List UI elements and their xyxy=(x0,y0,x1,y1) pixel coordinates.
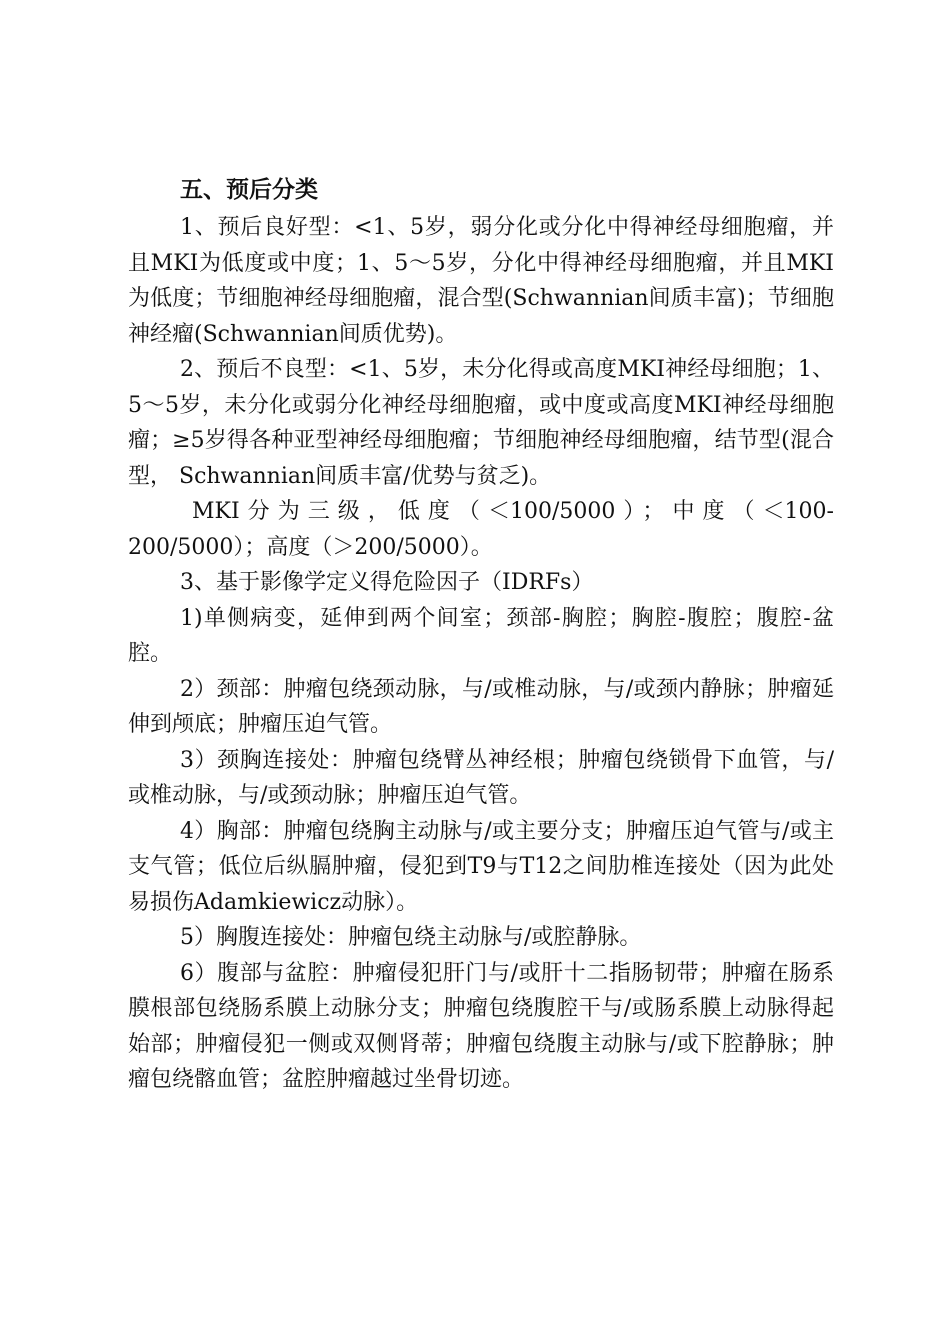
paragraph-mki-grades: MKI分为三级，低度（＜100/5000）；中度（＜100-200/5000）；高度（＞200/5000）。 xyxy=(128,499,834,560)
section-heading: 五、预后分类 xyxy=(180,177,318,203)
list-item-idrf-2: 2）颈部：肿瘤包绕颈动脉，与/或椎动脉，与/或颈内静脉；肿瘤延伸到颅底；肿瘤压迫气管。 xyxy=(128,676,834,737)
paragraph-idrfs-title: 3、基于影像学定义得危险因子（IDRFs） xyxy=(180,570,594,595)
list-item-idrf-1: 1)单侧病变，延伸到两个间室；颈部-胸腔；胸腔-腹腔；腹腔-盆腔。 xyxy=(128,605,834,666)
document-page xyxy=(128,170,834,1098)
list-item-idrf-3: 3）颈胸连接处：肿瘤包绕臂丛神经根；肿瘤包绕锁骨下血管，与/或椎动脉，与/或颈动脉；肿瘤压迫气管。 xyxy=(128,747,834,808)
paragraph-good-prognosis: 1、预后良好型：<1、5岁，弱分化或分化中得神经母细胞瘤，并且MKI为低度或中度；1、5～5岁，分化中得神经母细胞瘤，并且MKI为低度；节细胞神经母细胞瘤，混合型(Schwannian间质丰富)；节细胞神经瘤(Schwannian间质优势)。 xyxy=(128,215,834,347)
list-item-idrf-4: 4）胸部：肿瘤包绕胸主动脉与/或主要分支；肿瘤压迫气管与/或主支气管；低位后纵膈肿瘤，侵犯到T9与T12之间肋椎连接处（因为此处易损伤Adamkiewicz动脉）。 xyxy=(128,818,834,915)
list-item-idrf-5: 5）胸腹连接处：肿瘤包绕主动脉与/或腔静脉。 xyxy=(180,925,642,950)
paragraph-poor-prognosis: 2、预后不良型：<1、5岁，未分化得或高度MKI神经母细胞；1、5～5岁，未分化或弱分化神经母细胞瘤，或中度或高度MKI神经母细胞瘤；≥5岁得各种亚型神经母细胞瘤；节细胞神经母细胞瘤，结节型(混合型， Schwannian间质丰富/优势与贫乏)。 xyxy=(128,357,834,489)
list-item-idrf-6: 6）腹部与盆腔：肿瘤侵犯肝门与/或肝十二指肠韧带；肿瘤在肠系膜根部包绕肠系膜上动脉分支；肿瘤包绕腹腔干与/或肠系膜上动脉得起始部；肿瘤侵犯一侧或双侧肾蒂；肿瘤包绕腹主动脉与/或下腔静脉；肿瘤包绕髂血管；盆腔肿瘤越过坐骨切迹。 xyxy=(128,960,834,1092)
